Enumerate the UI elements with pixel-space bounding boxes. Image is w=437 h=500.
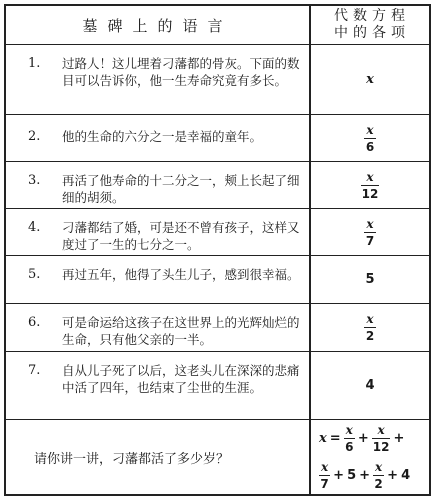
row-number: 4. (28, 220, 41, 235)
header-equation-terms-line1: 代数方程 (334, 8, 410, 24)
table-row (6, 209, 429, 256)
row-number: 1. (28, 56, 41, 71)
row-text: 再活了他寿命的十二分之一，颊上长起了细细的胡须。 (62, 173, 300, 205)
table-row (6, 45, 429, 115)
table-row (6, 352, 429, 420)
table-row (6, 304, 429, 352)
row-text: 再过五年，他得了头生儿子，感到很幸福。 (62, 267, 300, 282)
row-text: 可是命运给这孩子在这世界上的光辉灿烂的生命，只有他父亲的一半。 (62, 315, 300, 347)
term-constant: 4 (365, 378, 375, 393)
term-fraction: $\frac{x}{7}$ (365, 216, 375, 248)
row-text: 自从儿子死了以后，这老头儿在深深的悲痛中活了四年，也结束了尘世的生涯。 (62, 363, 300, 395)
row-number: 5. (28, 267, 41, 282)
header-equation-terms (311, 6, 429, 44)
term-constant: 5 (365, 272, 375, 287)
table-row (6, 115, 429, 162)
term-fraction: $\frac{x}{6}$ (365, 122, 375, 154)
row-number: 2. (28, 129, 41, 144)
row-number: 3. (28, 173, 41, 188)
table-row (6, 256, 429, 304)
row-number: 6. (28, 315, 41, 330)
table-row (6, 162, 429, 209)
epitaph-table (4, 4, 431, 496)
table-header (6, 6, 429, 45)
row-text: 他的生命的六分之一是幸福的童年。 (62, 129, 263, 144)
full-equation: x = $\frac{x}{6}$ + $\frac{x}{12}$ + $\frac{x}{7}$ + 5 + $\frac{x}{2}$ + 4 (319, 423, 411, 491)
row-text: 刁藩都结了婚，可是还不曾有孩子，这样又度过了一生的七分之一。 (62, 220, 300, 252)
header-epitaph-text: 墓碑上的语言 (6, 6, 311, 44)
term-fraction: $\frac{x}{2}$ (365, 312, 375, 343)
question-row (6, 420, 429, 494)
question-text: 请你讲一讲，刁藩都活了多少岁？ (34, 451, 230, 467)
row-number: 7. (28, 363, 41, 378)
header-equation-terms-line2: 中的各项 (334, 25, 410, 41)
term-fraction: $\frac{x}{12}$ (361, 169, 379, 201)
term-variable: x (366, 72, 374, 87)
row-text: 过路人！这儿埋着刁藩都的骨灰。下面的数目可以告诉你，他一生寿命究竟有多长。 (62, 56, 300, 88)
